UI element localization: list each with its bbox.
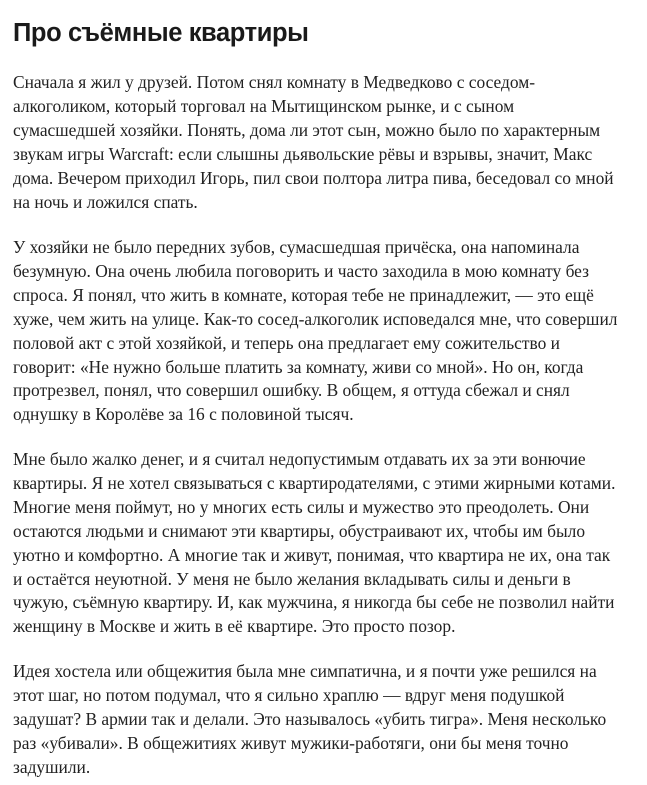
paragraph-line: уютно и комфортно. А многие так и живут, понимая, что квартира не их, она так <box>13 544 611 565</box>
paragraph-line: У хозяйки не было передних зубов, сумасшедшая причёска, она напоминала <box>13 237 580 257</box>
paragraph-line: Многие меня поймут, но у многих есть силы и мужество это преодолеть. Они <box>13 496 590 517</box>
paragraph-line: безумную. Она очень любила поговорить и часто заходила в мою комнату без <box>13 260 589 281</box>
paragraph-line: Идея хостела или общежития была мне симпатична, и я почти уже решился на <box>13 661 597 681</box>
paragraph-4 <box>13 660 606 780</box>
paragraph-line: этот шаг, но потом подумал, что я сильно храплю — вдруг меня подушкой <box>13 684 565 705</box>
paragraph-line: говорит: «Не нужно больше платить за комнату, живи со мной». Но он, когда <box>13 356 584 377</box>
paragraph-line: протрезвел, понял, что совершил ошибку. В общем, я оттуда сбежал и снял <box>13 380 570 401</box>
paragraph-line: остаются людьми и снимают эти квартиры, обустраивают их, чтобы им было <box>13 520 586 541</box>
paragraph-2 <box>13 236 617 427</box>
paragraph-line: алкоголиком, который торговал на Мытищинском рынке, и с сыном <box>13 95 515 116</box>
paragraph-line: Сначала я жил у друзей. Потом снял комнату в Медведково с соседом- <box>13 72 536 92</box>
paragraph-line: раз «убивали». В общежитиях живут мужики-работяги, они бы меня точно <box>13 732 569 753</box>
paragraph-line: Мне было жалко денег, и я считал недопустимым отдавать их за эти вонючие <box>13 449 586 469</box>
paragraph-3 <box>13 448 615 639</box>
paragraph-line: женщину в Москве и жить в её квартире. Это просто позор. <box>13 616 456 637</box>
paragraph-line: звукам игры Warcraft: если слышны дьявольские рёвы и взрывы, значит, Макс <box>13 143 593 164</box>
paragraph-line: задушили. <box>13 756 91 777</box>
paragraph-line: сумасшедшей хозяйки. Понять, дома ли этот сын, можно было по характерным <box>13 119 601 140</box>
paragraph-line: хуже, чем жить на улице. Как-то сосед-алкоголик исповедался мне, что совершил <box>13 308 618 329</box>
paragraph-1 <box>13 71 614 214</box>
article-title: Про съёмные квартиры <box>13 19 309 47</box>
paragraph-line: на ночь и ложился спать. <box>13 191 198 212</box>
paragraph-line: задушат? В армии так и делали. Это называлось «убить тигра». Меня несколько <box>13 708 607 729</box>
article <box>13 0 637 777</box>
paragraph-line: однушку в Королёве за 16 с половиной тысяч. <box>13 404 354 425</box>
paragraph-line: чужую, съёмную квартиру. И, как мужчина, я никогда бы себе не позволил найти <box>13 592 615 613</box>
paragraph-line: половой акт с этой хозяйкой, и теперь она предлагает ему сожительство и <box>13 332 560 353</box>
paragraph-line: квартиры. Я не хотел связываться с квартиродателями, с этими жирными котами. <box>13 472 616 493</box>
paragraph-line: и остаётся неуютной. У меня не было желания вкладывать силы и деньги в <box>13 568 571 589</box>
paragraph-line: спроса. Я понял, что жить в комнате, которая тебе не принадлежит, — это ещё <box>13 284 594 305</box>
paragraph-line: дома. Вечером приходил Игорь, пил свои полтора литра пива, беседовал со мной <box>13 167 614 188</box>
